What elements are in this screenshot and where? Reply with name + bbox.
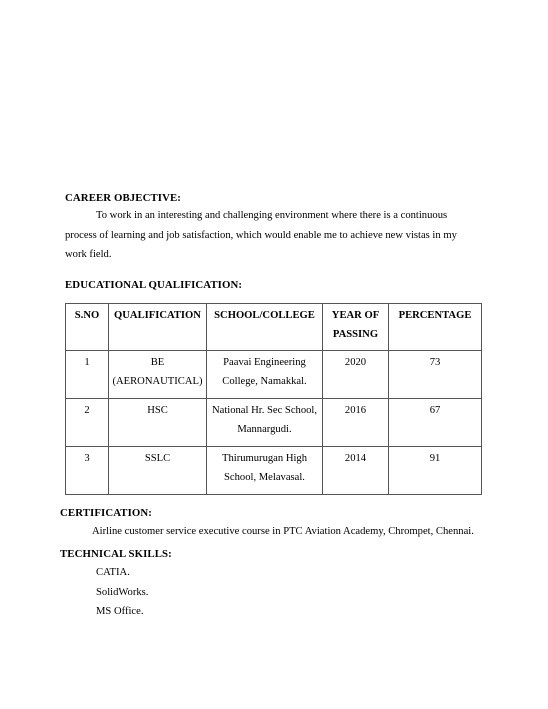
cell-year: 2020 (323, 351, 389, 399)
cell-school: Thirumurugan High School, Melavasal. (207, 447, 323, 495)
cell-sno: 3 (66, 447, 109, 495)
cell-school: National Hr. Sec School, Mannargudi. (207, 399, 323, 447)
cell-qualification: HSC (109, 399, 207, 447)
table-row (66, 447, 482, 495)
career-objective-heading: CAREER OBJECTIVE: (65, 192, 181, 204)
cell-sno: 1 (66, 351, 109, 399)
column-header-school: SCHOOL/COLLEGE (207, 304, 323, 351)
column-header-percentage: PERCENTAGE (389, 304, 482, 351)
skill-item: CATIA. (96, 567, 130, 578)
career-objective-line-2: process of learning and job satisfaction, which would enable me to achieve new vistas in my (65, 230, 457, 241)
table-row (66, 399, 482, 447)
cell-year: 2016 (323, 399, 389, 447)
skill-item: MS Office. (96, 606, 144, 617)
cell-percentage: 91 (389, 447, 482, 495)
table-header-row (66, 304, 482, 351)
table-row (66, 351, 482, 399)
column-header-year: YEAR OF PASSING (323, 304, 389, 351)
column-header-qualification: QUALIFICATION (109, 304, 207, 351)
cell-school: Paavai Engineering College, Namakkal. (207, 351, 323, 399)
certification-heading: CERTIFICATION: (60, 507, 153, 519)
education-table (65, 303, 482, 495)
cell-sno: 2 (66, 399, 109, 447)
cell-percentage: 73 (389, 351, 482, 399)
cell-qualification: SSLC (109, 447, 207, 495)
cell-percentage: 67 (389, 399, 482, 447)
career-objective-line-3: work field. (65, 249, 112, 260)
education-heading: EDUCATIONAL QUALIFICATION: (65, 279, 243, 291)
cell-year: 2014 (323, 447, 389, 495)
certification-text: Airline customer service executive course in PTC Aviation Academy, Chrompet, Chennai. (92, 526, 474, 537)
career-objective-line-1: To work in an interesting and challenging environment where there is a continuous (96, 210, 448, 221)
technical-skills-heading: TECHNICAL SKILLS: (60, 548, 172, 560)
cell-qualification: BE (AERONAUTICAL) (109, 351, 207, 399)
skill-item: SolidWorks. (96, 587, 149, 598)
column-header-sno: S.NO (66, 304, 109, 351)
